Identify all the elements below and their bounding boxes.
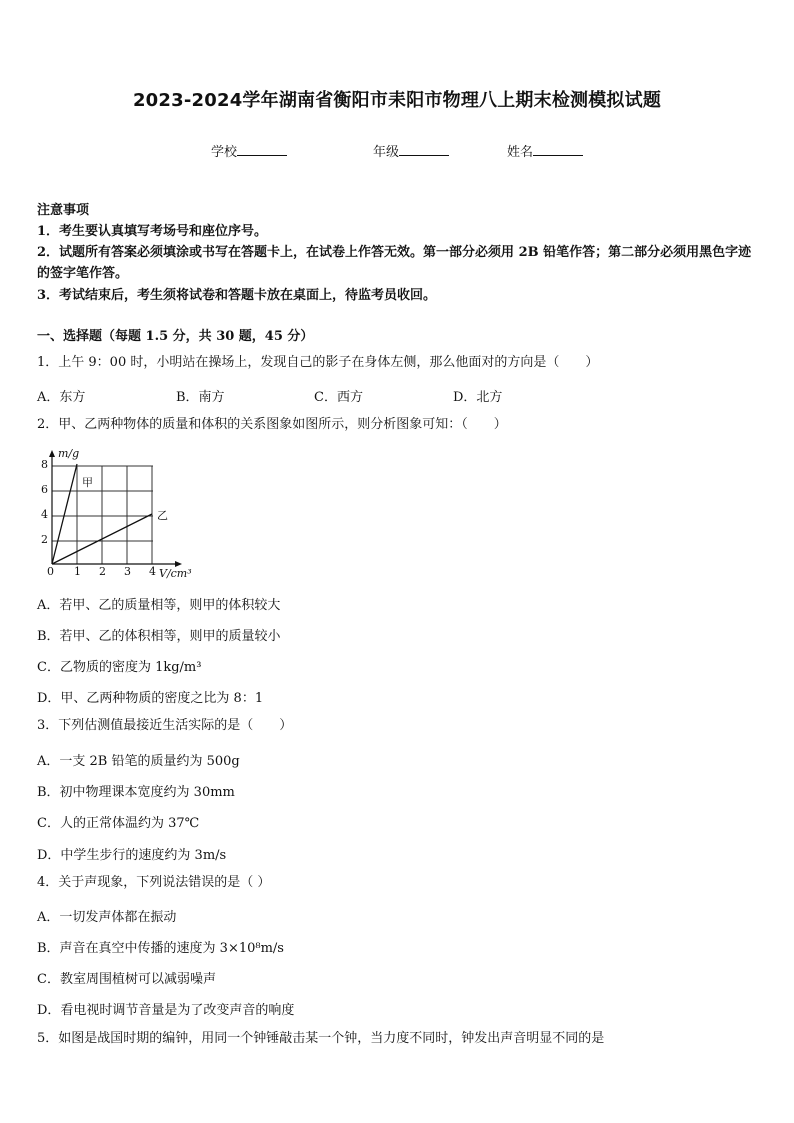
graph-ticks	[41, 458, 156, 578]
option-c: C．西方	[314, 390, 363, 405]
option-d: D．甲、乙两种物质的密度之比为 8：1	[37, 691, 264, 706]
graph-grid	[52, 466, 153, 564]
section-heading: 一、选择题（每题 1.5 分，共 30 题，45 分）	[37, 329, 314, 344]
notice-heading: 注意事项	[37, 203, 90, 218]
notice-item: 3．考试结束后，考生须将试卷和答题卡放在桌面上，待监考员收回。	[37, 288, 437, 303]
grade-label: 年级	[373, 145, 400, 160]
mass-volume-graph	[36, 446, 196, 582]
option-d: D．看电视时调节音量是为了改变声音的响度	[37, 1003, 295, 1018]
x-tick-label: 1	[74, 565, 81, 578]
option-a: A．一切发声体都在振动	[37, 910, 177, 925]
question-stem: 3．下列估测值最接近生活实际的是（ ）	[37, 718, 293, 733]
y-tick-label: 4	[41, 508, 48, 521]
school-label: 学校	[211, 145, 238, 160]
x-tick-label: 3	[124, 565, 131, 578]
option-b: B．声音在真空中传播的速度为 3×10⁸m/s	[37, 941, 284, 956]
option-a: A．东方	[37, 390, 86, 405]
option-a: A．若甲、乙的质量相等，则甲的体积较大	[37, 598, 281, 613]
x-tick-label: 2	[99, 565, 106, 578]
grade-field	[373, 141, 449, 160]
option-a: A．一支 2B 铅笔的质量约为 500g	[37, 754, 240, 769]
question-stem: 1．上午 9：00 时，小明站在操场上，发现自己的影子在身体左侧，那么他面对的方向是（ ）	[37, 355, 599, 370]
question-stem: 4．关于声现象，下列说法错误的是（ ）	[37, 875, 271, 890]
question-stem: 5．如图是战国时期的编钟，用同一个钟锤敲击某一个钟，当力度不同时，钟发出声音明显不同的是	[37, 1031, 605, 1046]
student-info-row	[0, 141, 794, 161]
y-tick-label: 8	[41, 458, 48, 471]
option-c: C．教室周围植树可以减弱噪声	[37, 972, 216, 987]
option-d: D．北方	[453, 390, 503, 405]
origin-label: 0	[47, 565, 54, 578]
grade-blank	[399, 142, 449, 156]
option-b: B．南方	[176, 390, 225, 405]
option-c: C．乙物质的密度为 1kg/m³	[37, 660, 202, 675]
school-field	[211, 141, 287, 160]
y-axis-label: m/g	[58, 447, 80, 460]
school-blank	[237, 142, 287, 156]
y-tick-label: 2	[41, 533, 48, 546]
name-label: 姓名	[507, 145, 534, 160]
y-tick-label: 6	[41, 483, 48, 496]
option-d: D．中学生步行的速度约为 3m/s	[37, 848, 227, 863]
question-stem: 2．甲、乙两种物体的质量和体积的关系图象如图所示，则分析图象可知：（ ）	[37, 417, 507, 432]
series-line	[52, 464, 77, 564]
graph-series	[52, 464, 168, 564]
x-tick-label: 4	[149, 565, 156, 578]
option-b: B．若甲、乙的体积相等，则甲的质量较小	[37, 629, 281, 644]
notice-item: 2．试题所有答案必须填涂或书写在答题卡上，在试卷上作答无效。第一部分必须用 2B 铅笔作答；第二部分必须用黑色字迹的签字笔作答。	[37, 245, 752, 281]
name-field	[507, 141, 583, 160]
name-blank	[533, 142, 583, 156]
x-axis-label: V/cm³	[159, 567, 192, 580]
option-b: B．初中物理课本宽度约为 30mm	[37, 785, 235, 800]
series-label: 甲	[82, 476, 93, 489]
series-label: 乙	[157, 509, 168, 522]
notice-item: 1．考生要认真填写考场号和座位序号。	[37, 224, 268, 239]
option-c: C．人的正常体温约为 37℃	[37, 816, 200, 831]
exam-title: 2023-2024学年湖南省衡阳市耒阳市物理八上期末检测模拟试题	[132, 90, 662, 111]
